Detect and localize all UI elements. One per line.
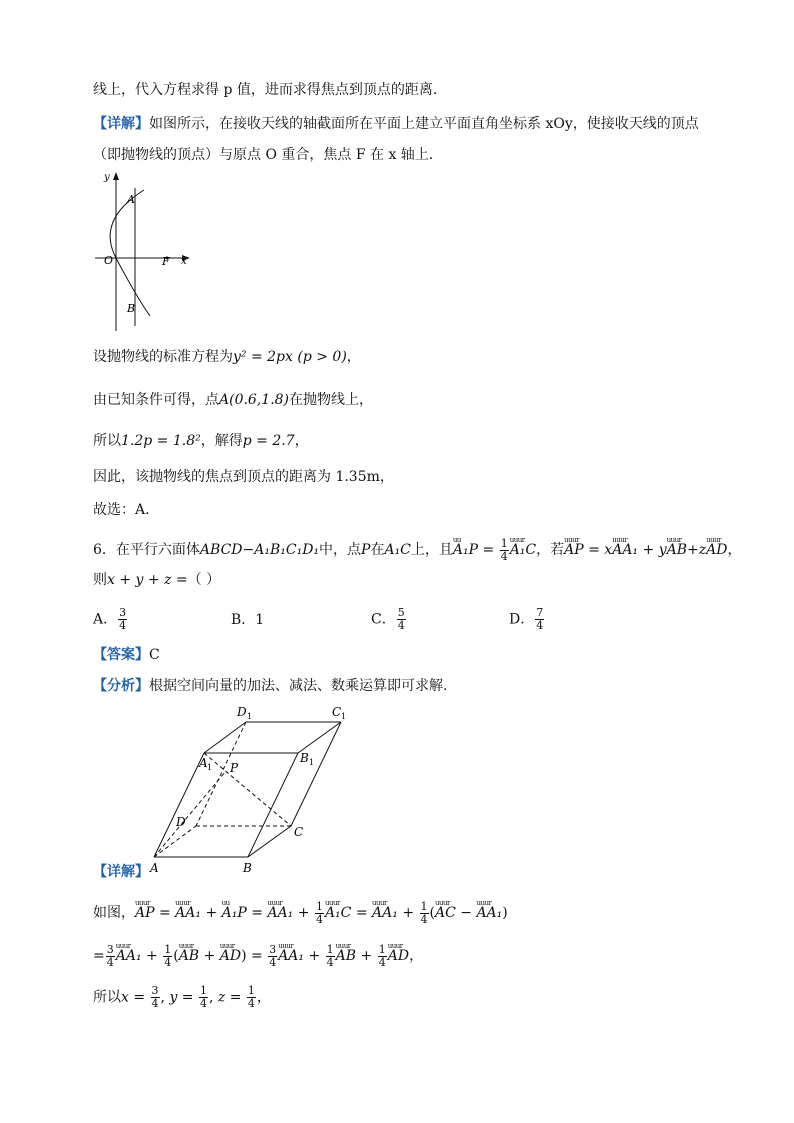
condition-line: 由已知条件可得，点A(0.6,1.8)在抛物线上， — [93, 392, 374, 408]
fig2-label-a1-sub: 1 — [207, 763, 213, 772]
fig1-point-b-label: B — [127, 302, 136, 315]
parallelepiped-figure — [140, 700, 370, 880]
fig2-label-d: D — [176, 815, 186, 829]
fig2-label-b1-sub: 1 — [309, 758, 315, 767]
fig2-label-c1: C — [332, 705, 342, 719]
detail-paragraph-1: 【详解】如图所示，在接收天线的轴截面所在平面上建立平面直角坐标系 xOy，使接收天线的顶点 — [93, 116, 699, 132]
fig2-label-c: C — [294, 825, 304, 839]
analysis-line: 【分析】根据空间向量的加法、减法、数乘运算即可求解. — [93, 678, 448, 694]
fig2-label-d1-sub: 1 — [247, 712, 253, 721]
answer-tag: 【答案】 — [93, 647, 149, 663]
fig1-x-label: x — [181, 256, 187, 267]
fig1-focus-label: F — [162, 255, 170, 268]
fig2-label-b: B — [243, 861, 252, 875]
fig1-origin-label: O — [104, 254, 114, 267]
therefore-line: 因此，该抛物线的焦点到顶点的距离为 1.35m， — [93, 469, 394, 485]
standard-equation-line: 设抛物线的标准方程为y² = 2px (p > 0)， — [93, 349, 361, 365]
fig2-label-a1: A — [199, 756, 208, 770]
fig2-label-d1: D — [237, 705, 247, 719]
detail-paragraph-1-cont: （即抛物线的顶点）与原点 O 重合，焦点 F 在 x 轴上． — [93, 147, 443, 163]
fig2-label-a: A — [150, 861, 159, 875]
parabola-figure — [90, 168, 200, 333]
analysis-tag: 【分析】 — [93, 678, 149, 694]
detail-tag: 【详解】 — [93, 116, 149, 132]
question-6-ask: 则x + y + z =（ ） — [93, 572, 221, 588]
fig2-label-c1-sub: 1 — [341, 712, 347, 721]
option-c: C． $\frac{5}{4}$ — [371, 606, 405, 632]
fig2-label-p: P — [230, 761, 239, 775]
choose-line: 故选：A. — [93, 502, 150, 518]
solve-line: 所以1.2p = 1.8²，解得p = 2.7， — [93, 433, 309, 449]
detail2-tag: 【详解】 — [93, 864, 149, 880]
result-line: 所以x = $\frac{3}{4}$ , y = $\frac{1}{4}$ , z = $\frac{1}{4}$ ， — [93, 984, 271, 1010]
derivation-line-2: = $\frac{3}{4}$ uuur AA₁ + $\frac{1}{4}$ (uuur AB + uuur AD) = $\frac{3}{4}$ uuur AA₁ + $\frac{1}{4}$ uuur AB + $\frac{1}{4}$ uuur AD， — [93, 940, 423, 969]
intro-line: 线上，代入方程求得 p 值，进而求得焦点到顶点的距离. — [93, 82, 438, 98]
option-b: B．1 — [231, 612, 265, 628]
detail-2-tag-line — [93, 862, 149, 882]
fig2-label-b1: B — [300, 751, 309, 765]
option-d: D． $\frac{7}{4}$ — [509, 606, 544, 632]
derivation-line-1: 如图，uuur AP = uuur AA₁ + uu A₁P = uuur AA₁ + $\frac{1}{4}$ uuur A₁C = uuur AA₁ + $\frac{1}{4}$ (uuur AC − uuur AA₁) — [93, 897, 508, 926]
option-a: A． $\frac{3}{4}$ — [93, 606, 127, 632]
fig1-y-label: y — [104, 172, 110, 183]
fig1-point-a-label: A — [127, 193, 135, 206]
answer-line: 【答案】C — [93, 647, 160, 663]
question-6-stem: 6．在平行六面体ABCD−A₁B₁C₁D₁中，点P在A₁C上，且uu A₁P = $\frac{1}{4}$ uuur A₁C，若uuur AP = xuuur AA₁ + yuuur AB+zuuur AD， — [93, 534, 741, 563]
